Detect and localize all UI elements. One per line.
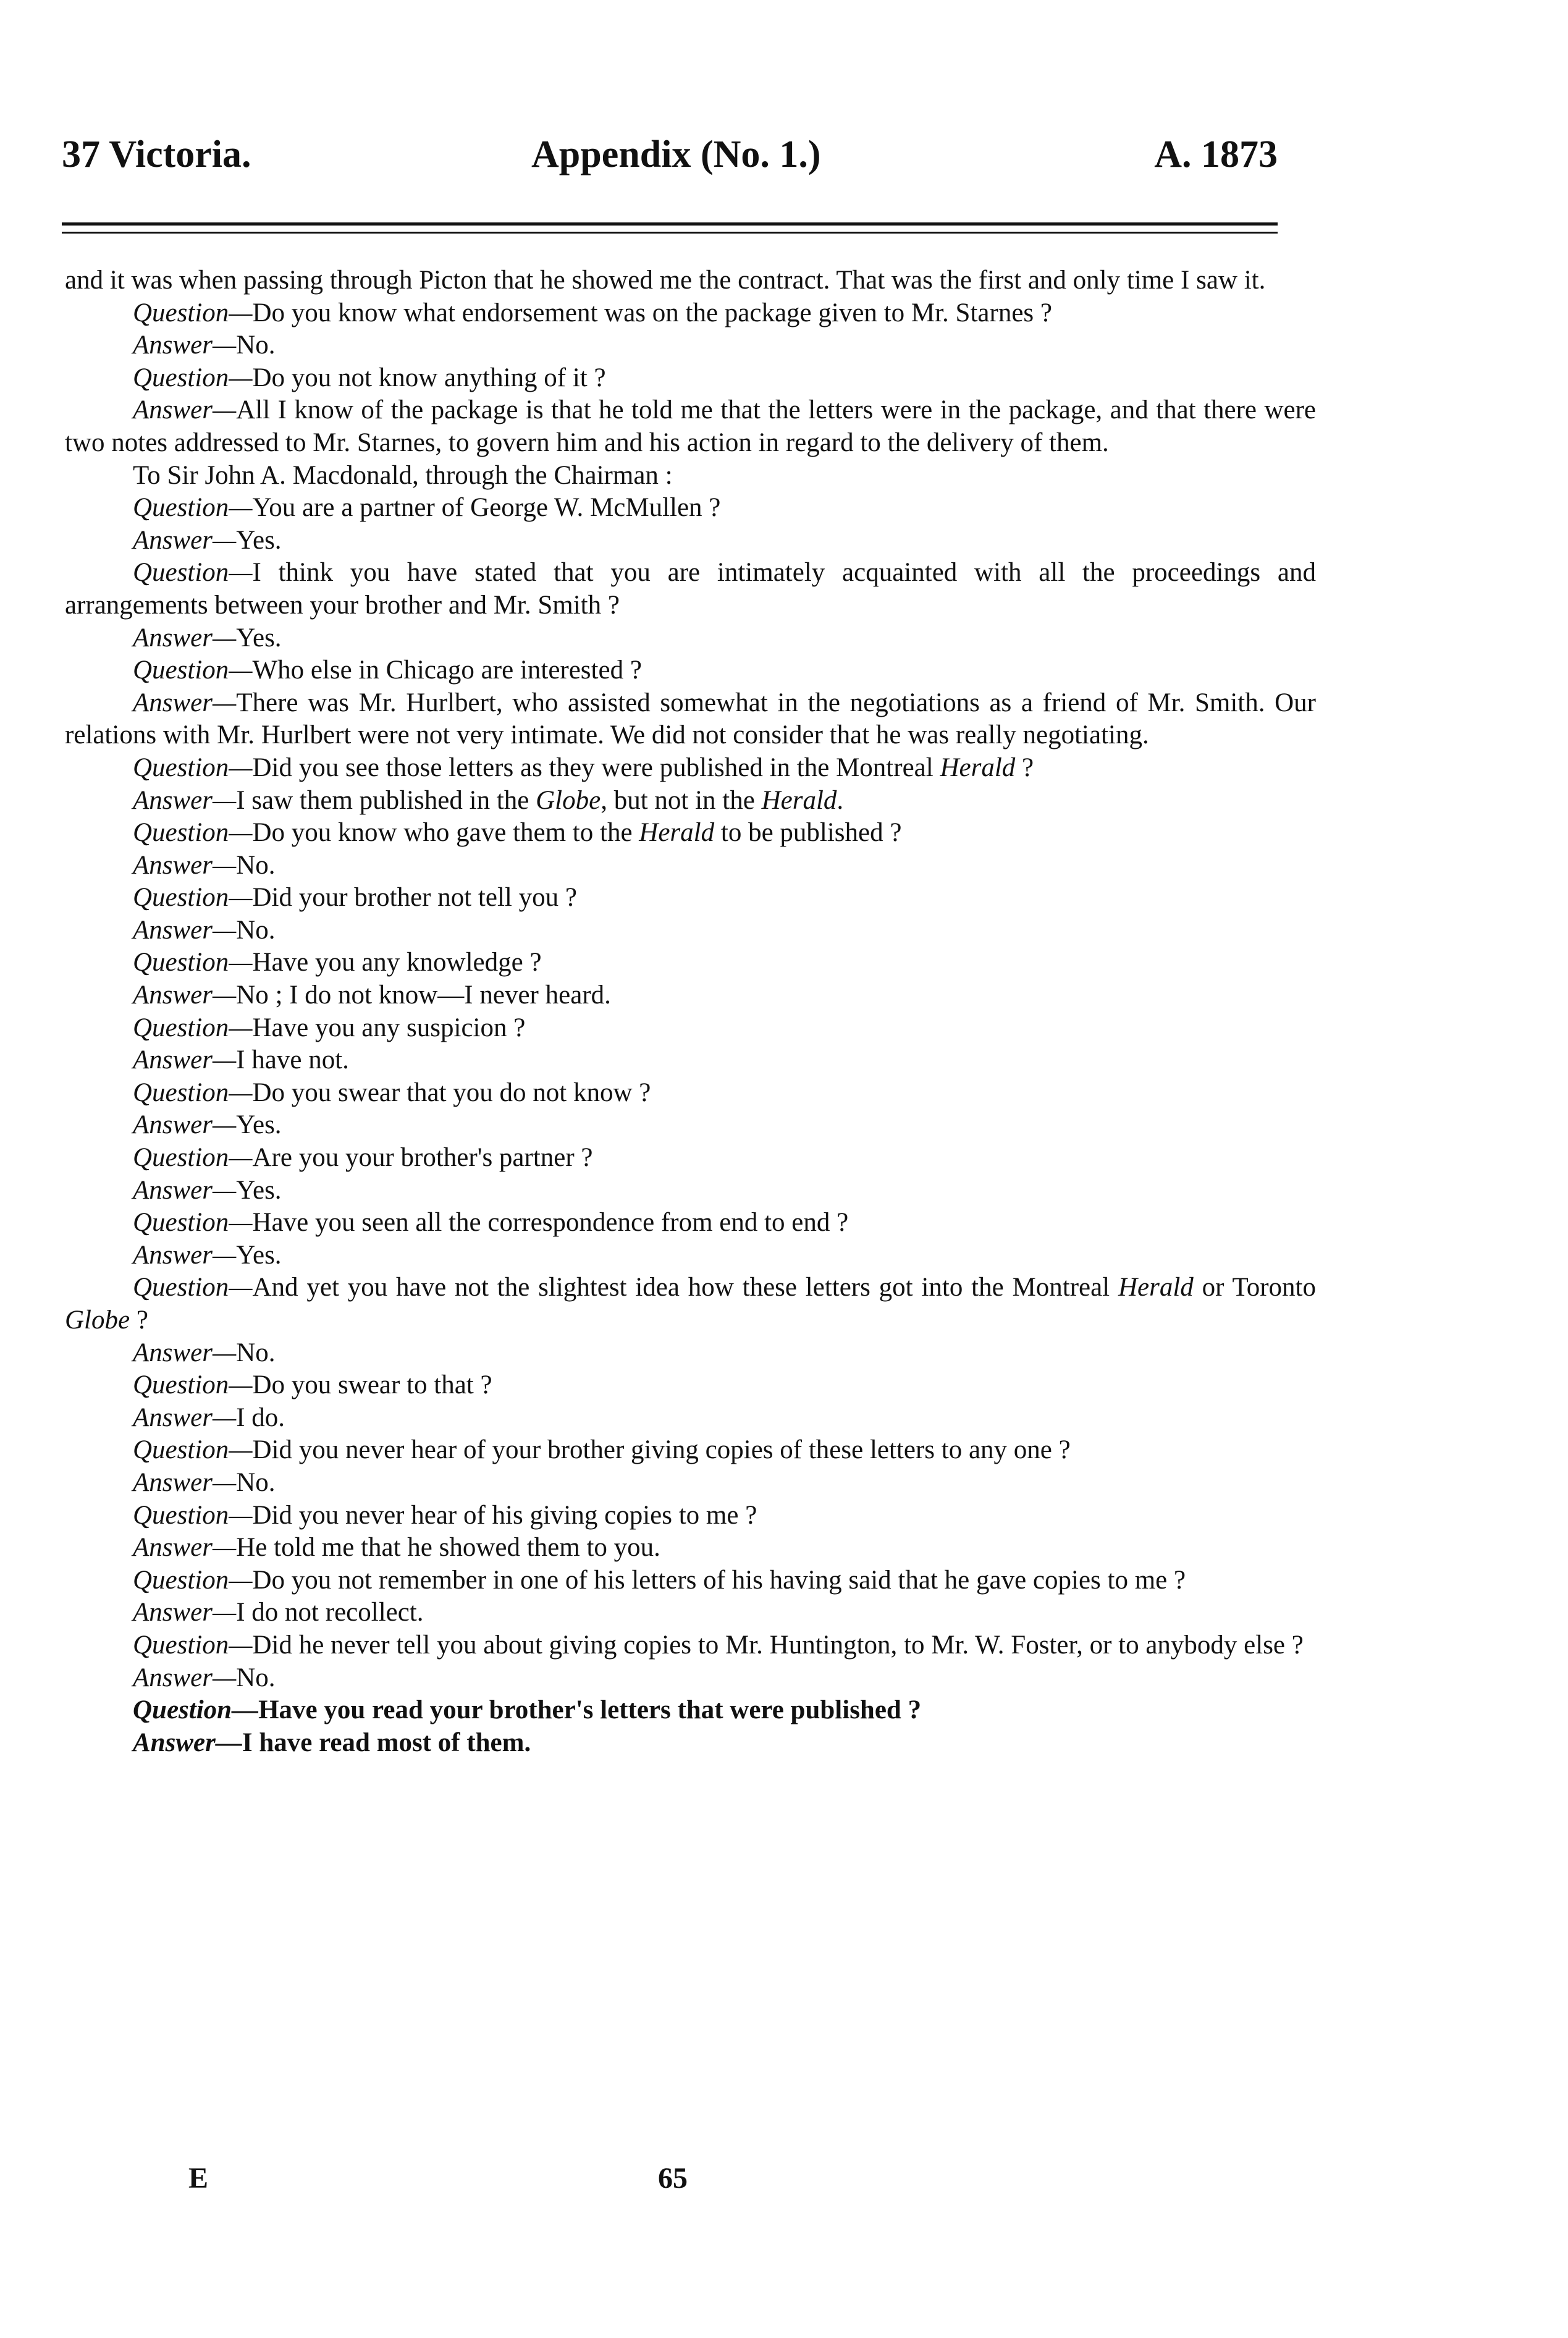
- answer-label: Answer—: [133, 688, 237, 717]
- question-paragraph: Question—Do you swear that you do not know ?: [133, 1078, 651, 1107]
- question-paragraph: Question—You are a partner of George W. McMullen ?: [133, 493, 721, 523]
- question-label: Question—: [133, 1565, 253, 1595]
- question-paragraph: Question—Did you see those letters as they were published in the Montreal Herald ?: [133, 753, 1034, 782]
- answer-paragraph: Answer—No.: [133, 1467, 276, 1497]
- answer-paragraph: Answer—Yes.: [133, 1110, 282, 1140]
- answer-label: Answer—: [133, 1598, 237, 1627]
- header-rule-thin: [62, 232, 1278, 234]
- question-label: Question—: [133, 493, 253, 523]
- answer-label: Answer—: [133, 1403, 237, 1432]
- newspaper-title: Herald: [1118, 1273, 1194, 1302]
- answer-label: Answer—: [133, 1338, 237, 1367]
- question-paragraph: Question—Did you never hear of his giving copies to me ?: [133, 1500, 757, 1530]
- answer-label: Answer—: [133, 981, 237, 1010]
- answer-paragraph: Answer—He told me that he showed them to you.: [133, 1533, 660, 1563]
- newspaper-title: Globe: [536, 785, 601, 815]
- answer-paragraph: Answer—Yes.: [133, 1240, 282, 1270]
- header-appendix: Appendix (No. 1.): [531, 133, 821, 175]
- question-paragraph: Question—Have you seen all the correspondence from end to end ?: [133, 1208, 849, 1238]
- answer-label: Answer—: [133, 915, 237, 945]
- answer-paragraph: Answer—I have read most of them.: [133, 1728, 531, 1757]
- answer-label: Answer—: [133, 1728, 242, 1757]
- answer-label: Answer—: [133, 1175, 237, 1205]
- question-label: Question—: [133, 1208, 253, 1238]
- answer-paragraph: Answer—No.: [133, 850, 276, 880]
- question-paragraph: Question—Do you swear to that ?: [133, 1370, 492, 1400]
- testimony-text: [65, 264, 1316, 1759]
- question-label: Question—: [133, 1273, 253, 1302]
- newspaper-title: Herald: [940, 753, 1016, 782]
- question-paragraph: Question—Do you know who gave them to the Herald to be published ?: [133, 818, 902, 848]
- question-paragraph: Question—I think you have stated that you are intimately acquainted with all the proceedings and arrangements between your brother and Mr. Smith ?: [65, 558, 1316, 620]
- page-number: 65: [658, 2162, 688, 2195]
- question-label: Question—: [133, 363, 253, 392]
- answer-paragraph: Answer—There was Mr. Hurlbert, who assisted somewhat in the negotiations as a friend of Mr. Smith. Our relations with Mr. Hurlbert were not very intimate. We did not consider that he was really negotiating.: [65, 688, 1316, 750]
- question-label: Question—: [133, 1370, 253, 1400]
- page-header: [62, 133, 1278, 188]
- question-paragraph: Question—Do you not know anything of it ?: [133, 363, 606, 392]
- question-paragraph: Question—Do you know what endorsement was on the package given to Mr. Starnes ?: [133, 298, 1052, 327]
- question-paragraph: Question—Did you never hear of your brother giving copies of these letters to any one ?: [133, 1435, 1071, 1465]
- question-label: Question—: [133, 753, 253, 782]
- answer-label: Answer—: [133, 785, 237, 815]
- newspaper-title: Herald: [639, 818, 715, 848]
- answer-label: Answer—: [133, 850, 237, 880]
- answer-paragraph: Answer—I do.: [133, 1403, 285, 1432]
- question-label: Question—: [133, 1695, 259, 1725]
- question-label: Question—: [133, 1630, 253, 1660]
- question-label: Question—: [133, 1013, 253, 1042]
- answer-label: Answer—: [133, 331, 237, 360]
- header-session: 37 Victoria.: [62, 133, 251, 175]
- question-label: Question—: [133, 948, 253, 977]
- header-year: A. 1873: [1154, 133, 1278, 175]
- question-label: Question—: [133, 298, 253, 327]
- answer-label: Answer—: [133, 1240, 237, 1270]
- answer-paragraph: Answer—No ; I do not know—I never heard.: [133, 981, 611, 1010]
- signature-mark: E: [188, 2162, 209, 2195]
- question-paragraph: Question—Who else in Chicago are interested ?: [133, 656, 642, 685]
- answer-label: Answer—: [133, 525, 237, 555]
- question-label: Question—: [133, 1500, 253, 1530]
- header-rule-thick: [62, 222, 1278, 226]
- answer-label: Answer—: [133, 395, 237, 425]
- question-label: Question—: [133, 1143, 253, 1173]
- text-paragraph: and it was when passing through Picton that he showed me the contract. That was the first and only time I saw it.: [65, 266, 1266, 295]
- answer-paragraph: Answer—No.: [133, 1663, 276, 1692]
- question-paragraph: Question—Have you any suspicion ?: [133, 1013, 526, 1042]
- question-label: Question—: [133, 818, 253, 848]
- answer-paragraph: Answer—No.: [133, 331, 276, 360]
- question-label: Question—: [133, 656, 253, 685]
- newspaper-title: Globe: [65, 1306, 130, 1335]
- answer-paragraph: Answer—All I know of the package is that he told me that the letters were in the package, and that there were two notes addressed to Mr. Starnes, to govern him and his action in regard to the delivery of them.: [65, 395, 1316, 457]
- answer-paragraph: Answer—I have not.: [133, 1045, 349, 1075]
- answer-label: Answer—: [133, 1663, 237, 1692]
- question-label: Question—: [133, 558, 253, 588]
- newspaper-title: Herald: [761, 785, 837, 815]
- text-paragraph: To Sir John A. Macdonald, through the Chairman :: [133, 460, 673, 490]
- answer-paragraph: Answer—I do not recollect.: [133, 1598, 424, 1627]
- answer-label: Answer—: [133, 1533, 237, 1563]
- question-paragraph: Question—And yet you have not the slightest idea how these letters got into the Montreal Herald or Toronto Globe ?: [65, 1273, 1316, 1335]
- question-paragraph: Question—Did your brother not tell you ?: [133, 883, 577, 913]
- question-paragraph: Question—Are you your brother's partner ?: [133, 1143, 593, 1173]
- question-paragraph: Question—Do you not remember in one of his letters of his having said that he gave copies to me ?: [133, 1565, 1186, 1595]
- answer-label: Answer—: [133, 1467, 237, 1497]
- question-label: Question—: [133, 1435, 253, 1465]
- answer-paragraph: Answer—Yes.: [133, 1175, 282, 1205]
- question-paragraph: Question—Have you any knowledge ?: [133, 948, 542, 977]
- answer-paragraph: Answer—Yes.: [133, 525, 282, 555]
- answer-label: Answer—: [133, 1110, 237, 1140]
- question-paragraph: Question—Did he never tell you about giving copies to Mr. Huntington, to Mr. W. Foster, or to anybody else ?: [133, 1630, 1304, 1660]
- page-footer: [0, 2161, 1568, 2205]
- answer-paragraph: Answer—I saw them published in the Globe, but not in the Herald.: [133, 785, 844, 815]
- question-label: Question—: [133, 883, 253, 913]
- question-paragraph: Question—Have you read your brother's letters that were published ?: [133, 1695, 922, 1725]
- answer-label: Answer—: [133, 623, 237, 652]
- question-label: Question—: [133, 1078, 253, 1107]
- answer-paragraph: Answer—Yes.: [133, 623, 282, 652]
- answer-label: Answer—: [133, 1045, 237, 1075]
- answer-paragraph: Answer—No.: [133, 1338, 276, 1367]
- answer-paragraph: Answer—No.: [133, 915, 276, 945]
